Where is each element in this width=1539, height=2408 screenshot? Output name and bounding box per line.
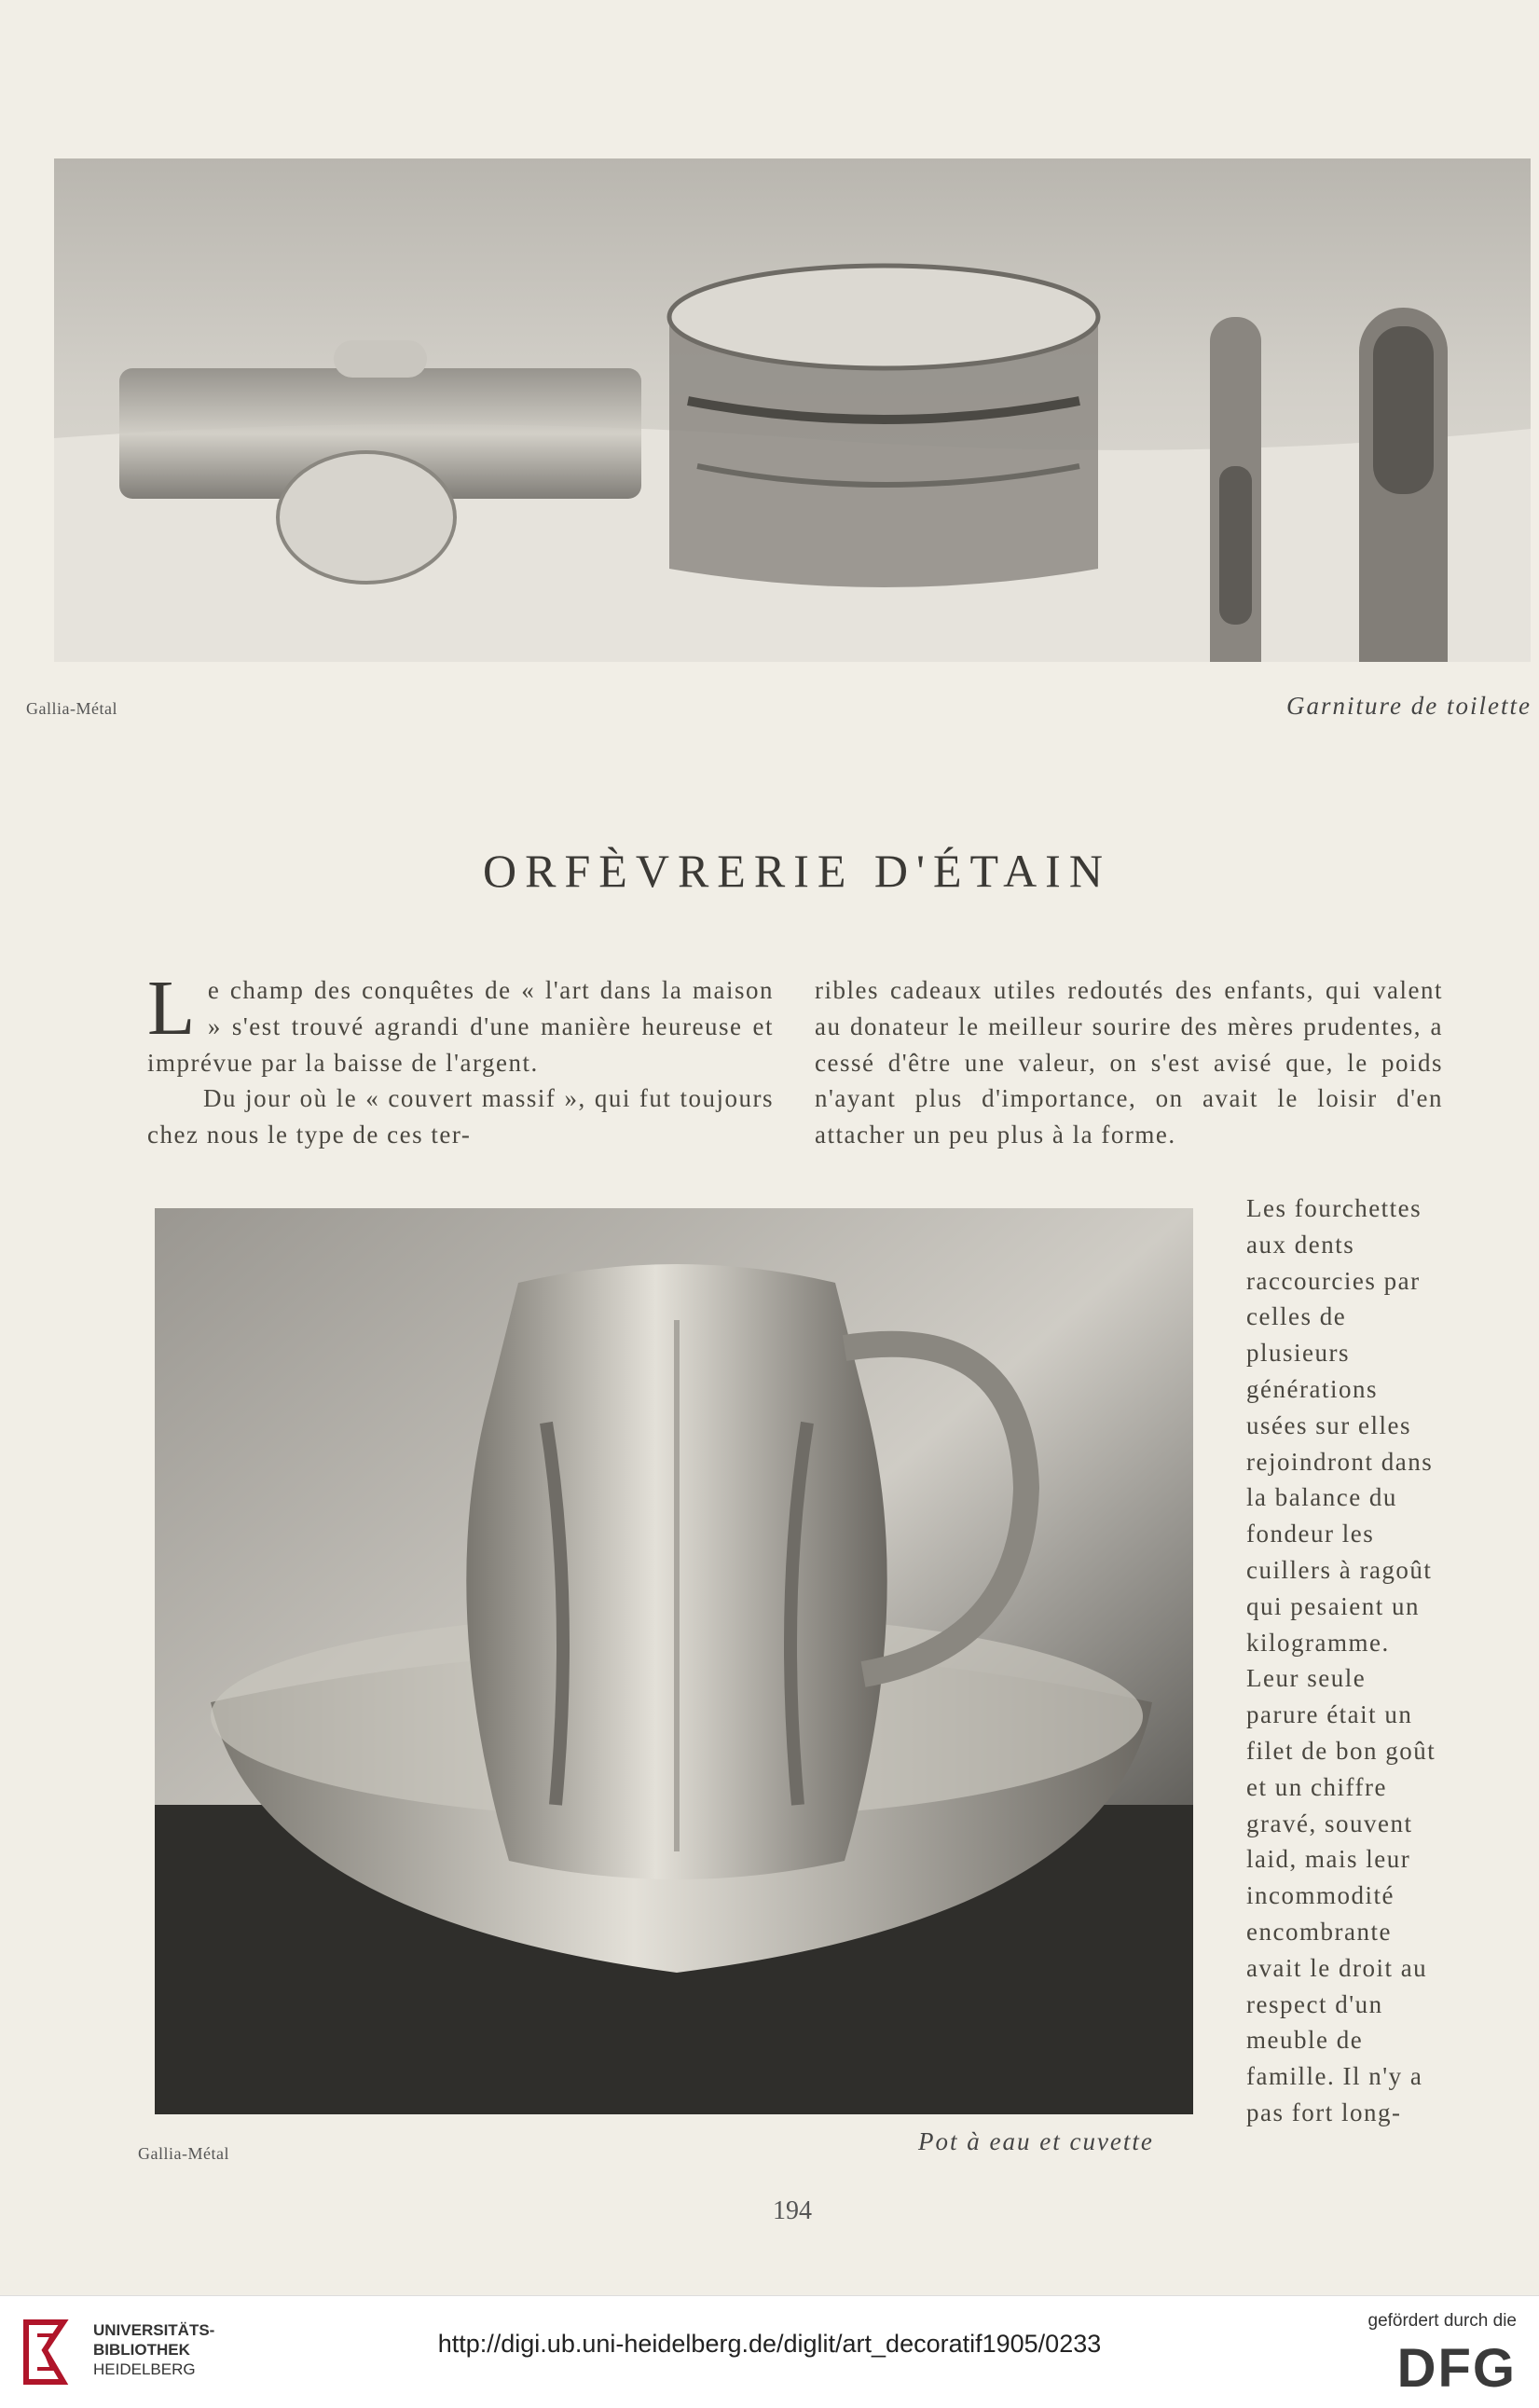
source-url-link[interactable]: http://digi.ub.uni-heidelberg.de/diglit/art_decoratif1905/0233 <box>437 2330 1102 2358</box>
top-photo-caption: Garniture de toilette <box>1286 692 1532 720</box>
page-number: 194 <box>773 2196 812 2225</box>
drop-cap: L <box>147 965 197 1052</box>
text-column-left <box>147 965 774 1153</box>
library-name: UNIVERSITÄTS- BIBLIOTHEK HEIDELBERG <box>93 2321 215 2378</box>
article-title: ORFÈVRERIE D'ÉTAIN <box>483 845 1111 897</box>
pitcher-basin-photo <box>155 1208 1193 2114</box>
footer-bar <box>0 2295 1539 2408</box>
top-photo-credit: Gallia-Métal <box>26 699 117 718</box>
bottom-photo-caption: Pot à eau et cuvette <box>918 2127 1154 2155</box>
text-column-right: ribles cadeaux utiles redoutés des enfants, qui valent au donateur le meilleur sourire des mères prudentes, a cessé d'être une valeur, on s'est avisé que, le poids n'ayant plus d'importance, on avait le loisir d'en attacher un peu plus à la forme. <box>815 976 1443 1149</box>
dfg-logo: DFG <box>1396 2338 1517 2399</box>
paragraph-2: Du jour où le « couvert massif », qui fut toujours chez nous le type de ces ter- <box>147 1084 774 1149</box>
bottom-photo-credit: Gallia-Métal <box>138 2144 229 2163</box>
funding-label: gefördert durch die <box>1367 2311 1517 2331</box>
toilet-set-photo <box>54 158 1531 662</box>
text-column-narrow: Les fourchettes aux dents raccourcies par celles de plusieurs générations usées sur elles rejoindront dans la balance du fondeur les cuillers à ragoût qui pesaient un kilogramme. Leur seule parure était un filet de bon goût et un chiffre gravé, souvent laid, mais leur incommodité encombrante avait le droit au respect d'un meuble de famille. Il n'y a pas fort long- <box>1246 1194 1436 2126</box>
paragraph-1: Le champ des conquêtes de « l'art dans la maison » s'est trouvé agrandi d'une manière heureuse et imprévue par la baisse de l'argent. <box>147 965 774 1077</box>
